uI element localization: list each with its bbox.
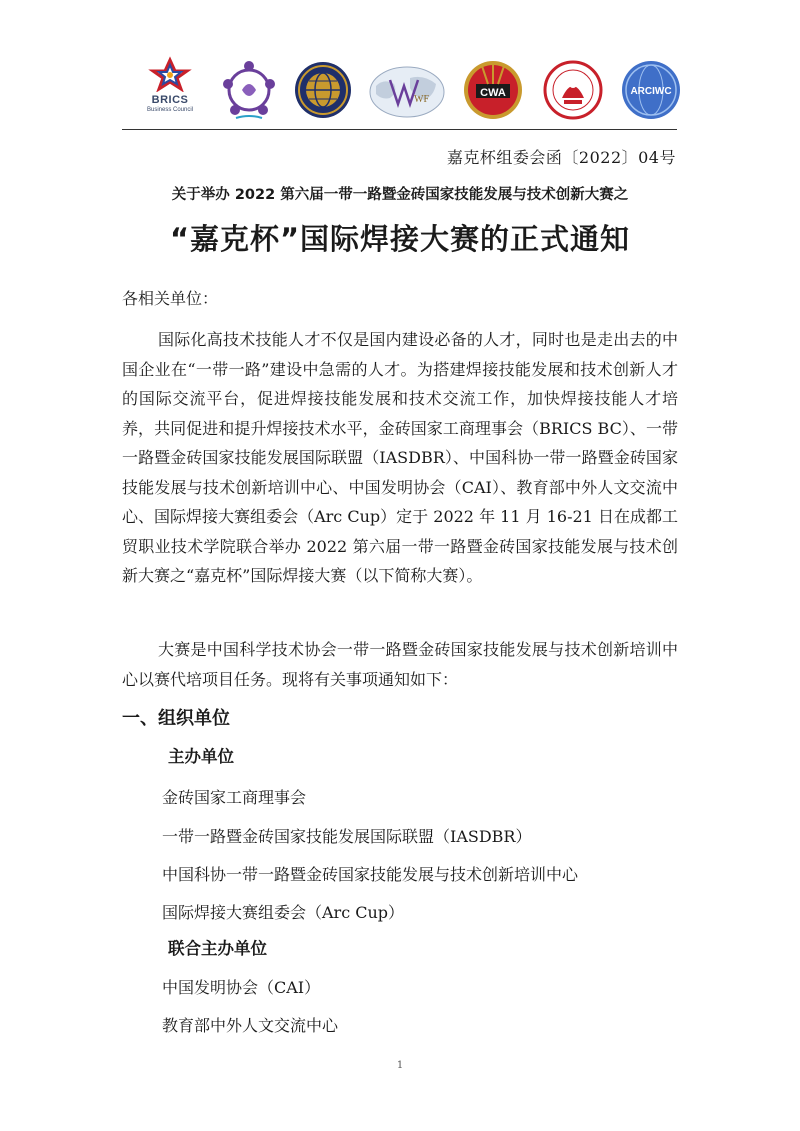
notice-subtitle: 关于举办 2022 第六届一带一路暨金砖国家技能发展与技术创新大赛之: [171, 187, 629, 203]
intro-paragraph: 国际化高技术技能人才不仅是国内建设必备的人才，同时也是走出去的中国企业在“一带一路”建设中急需的人才。为搭建焊接技能发展和技术创新人才的国际交流平台，促进焊接技能发展和技术交流工作，加快焊接技能人才培养，共同促进和提升焊接技术水平，金砖国家工商理事会（BRICS BC）、一带一路暨金砖国家技能发展国际联盟（IASDBR）、中国科协一带一路暨金砖国家技能发展与技术创新培训中心、中国发明协会（CAI）、教育部中外人文交流中心、国际焊接大赛组委会（Arc Cup）定于 2022 年 11 月 16-21 日在成都工贸职业技术学院联合举办 2022 第六届一带一路暨金砖国家技能发展与技术创新大赛之“嘉克杯”国际焊接大赛（以下简称大赛）。: [122, 330, 678, 585]
brics-logo-text: BRICS: [151, 94, 189, 106]
world-federation-logo: [368, 56, 446, 126]
training-center-emblem: [292, 56, 354, 126]
cohost-unit-item: 中国发明协会（CAI）: [162, 978, 321, 997]
document-number: 嘉克杯组委会函〔2022〕04号: [446, 148, 676, 167]
section-heading-organizers: 一、组织单位: [122, 708, 230, 729]
iasdbr-logo: [218, 56, 280, 126]
page-number: 1: [396, 1060, 404, 1071]
arciwc-globe-icon: [620, 56, 682, 126]
host-unit-item: 中国科协一带一路暨金砖国家技能发展与技术创新培训中心: [162, 865, 579, 884]
world-map-icon: [368, 56, 446, 126]
cwa-emblem-icon: [462, 56, 524, 126]
host-unit-item: 一带一路暨金砖国家技能发展国际联盟（IASDBR）: [162, 827, 532, 846]
brics-logo: [140, 56, 200, 126]
red-circle-emblem-icon: [542, 56, 604, 126]
brics-star-icon: [140, 56, 200, 92]
world-logo-text: WF: [414, 94, 429, 105]
globe-emblem-icon: [292, 56, 354, 126]
brics-logo-subtext: Business Council: [146, 107, 194, 113]
cohost-units-heading: 联合主办单位: [168, 939, 267, 958]
invention-association-logo: [542, 56, 604, 126]
logo-strip: [140, 56, 680, 128]
cwa-logo-text: CWA: [480, 87, 506, 99]
host-unit-item: 金砖国家工商理事会: [162, 788, 307, 807]
host-unit-item: 国际焊接大赛组委会（Arc Cup）: [162, 903, 405, 922]
purpose-paragraph: 大赛是中国科学技术协会一带一路暨金砖国家技能发展与技术创新培训中心以赛代培项目任务。现将有关事项通知如下：: [122, 640, 678, 689]
salutation: 各相关单位：: [122, 289, 219, 308]
header-divider: [122, 129, 677, 130]
notice-title: “嘉克杯”国际焊接大赛的正式通知: [169, 222, 631, 256]
arciwc-logo-text: ARCIWC: [630, 86, 672, 97]
cohost-unit-item: 教育部中外人文交流中心: [162, 1016, 339, 1035]
cwa-logo: [462, 56, 524, 126]
arciwc-logo: [620, 56, 682, 126]
people-circle-icon: [218, 56, 280, 126]
host-units-heading: 主办单位: [168, 747, 234, 766]
